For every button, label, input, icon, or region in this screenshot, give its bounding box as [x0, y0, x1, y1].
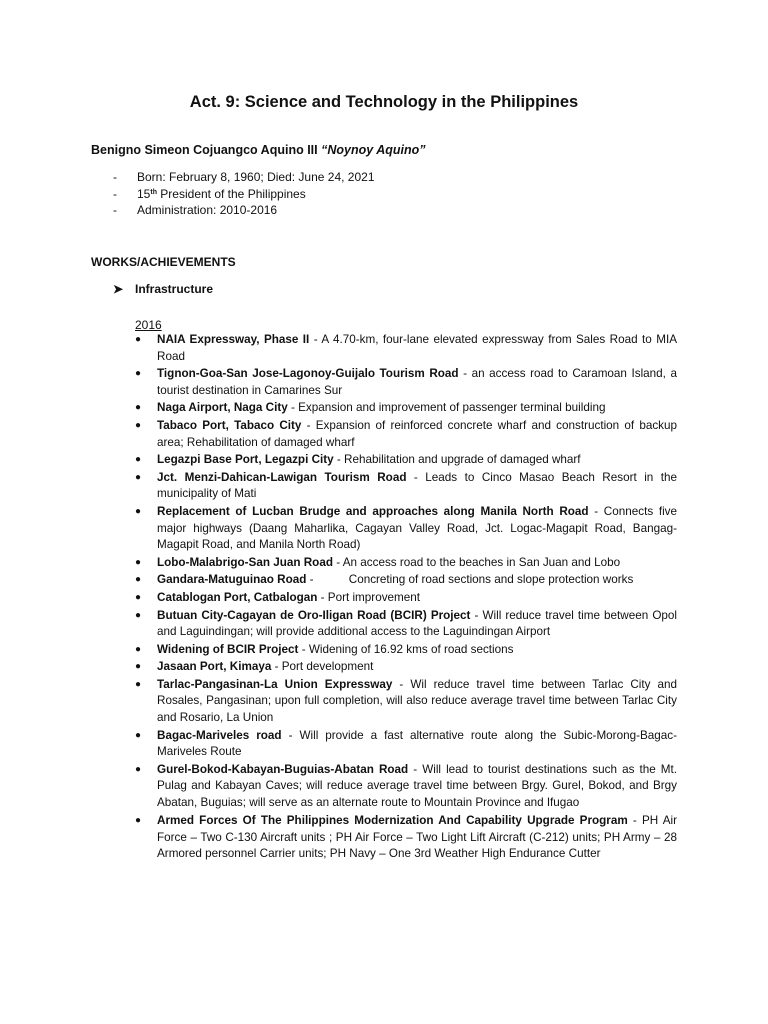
bullet-icon: ●: [135, 643, 142, 655]
project-name: Gurel-Bokod-Kabayan-Buguias-Abatan Road: [157, 762, 409, 776]
list-item-text: NAIA Expressway, Phase II - A 4.70-km, four-lane elevated expressway from Sales Road to MIA Road: [157, 333, 677, 363]
bullet-icon: ●: [135, 763, 142, 775]
project-description: Will provide a fast alternative route along the Subic-Morong-Bagac-Mariveles Route: [157, 728, 678, 759]
list-item-text: Tabaco Port, Tabaco City - Expansion of reinforced concrete wharf and construction of backup area; Rehabilitation of damaged wharf: [157, 418, 678, 449]
project-description: Concreting of road sections and slope protection works: [348, 573, 634, 587]
list-item: [135, 677, 677, 727]
bullet-icon: ●: [135, 419, 142, 431]
project-description: an access road to Caramoan Island, a tourist destination in Camarines Sur: [157, 367, 677, 397]
dash-marker: -: [113, 186, 117, 201]
project-name: Tarlac-Pangasinan-La Union Expressway: [157, 677, 393, 691]
list-item-text: Jasaan Port, Kimaya - Port development: [157, 660, 374, 674]
bullet-icon: ●: [135, 661, 142, 673]
list-item: [135, 572, 677, 589]
list-item: [135, 642, 677, 659]
list-item: [135, 659, 677, 676]
project-name: Tabaco Port, Tabaco City: [157, 418, 302, 432]
list-item: [135, 504, 677, 554]
list-item: [135, 555, 677, 572]
list-item-text: Gandara-Matuguinao Road - Concreting of road sections and slope protection works: [157, 573, 634, 587]
project-description: Port improvement: [327, 590, 421, 604]
bullet-icon: ●: [135, 368, 142, 380]
list-item-text: Widening of BCIR Project - Widening of 16.92 kms of road sections: [157, 642, 514, 656]
list-item: [135, 366, 677, 399]
project-description: Expansion of reinforced concrete wharf and construction of backup area; Rehabilitation of damaged wharf: [157, 418, 678, 449]
project-name: Lobo-Malabrigo-San Juan Road: [157, 555, 333, 569]
project-name: Gandara-Matuguinao Road: [157, 573, 307, 587]
page-title: Act. 9: Science and Technology in the Philippines: [189, 93, 579, 111]
list-item: [135, 608, 677, 641]
person-name: Benigno Simeon Cojuangco Aquino III: [91, 143, 318, 157]
list-item: [135, 470, 677, 503]
list-item-text: Tarlac-Pangasinan-La Union Expressway - Wil reduce travel time between Tarlac City and Rosales, Pangasinan; upon full completion, will also reduce average travel time between Tarlac City and Rosario, La Union: [157, 677, 677, 725]
project-name: Jasaan Port, Kimaya: [157, 660, 272, 674]
project-name: Jct. Menzi-Dahican-Lawigan Tourism Road: [157, 470, 407, 484]
list-item-text: Naga Airport, Naga City - Expansion and improvement of passenger terminal building: [157, 401, 606, 415]
biography-text: 15th President of the Philippines: [137, 186, 306, 201]
project-description: Will lead to tourist destinations such as the Mt. Pulag and Kabayan Caves; will reduce average travel time between Brgy. Gurel, Bokod, and Brgy Abatan, Buguias; will serve as an alternate route to Mountain Province and Ifugao: [157, 762, 678, 810]
project-description: Expansion and improvement of passenger terminal building: [298, 401, 606, 415]
year-label: 2016: [135, 318, 162, 332]
project-name: Bagac-Mariveles road: [157, 728, 282, 742]
subsection-heading: [113, 282, 213, 296]
bullet-icon: ●: [135, 815, 142, 826]
project-name: Replacement of Lucban Brudge and approaches along Manila North Road: [157, 504, 589, 518]
subsection-label: Infrastructure: [135, 282, 214, 296]
project-name: Catablogan Port, Catbalogan: [157, 590, 318, 604]
project-description: Connects five major highways (Daang Maharlika, Cagayan Valley Road, Jct. Logac-Magapit Road, Bangag-Magapit Road, and Manila North Road): [157, 504, 678, 552]
bullet-icon: ●: [135, 609, 142, 621]
project-list: [135, 332, 677, 813]
project-name: Butuan City-Cagayan de Oro-Iligan Road (BCIR) Project: [157, 608, 471, 622]
biography-list: [113, 169, 375, 219]
project-name: Armed Forces Of The Philippines Modernization And Capability Upgrade Program: [157, 814, 628, 827]
project-description: Will reduce travel time between Opol and Laguindingan; will provide additional access to the Laguindingan Airport: [157, 608, 678, 639]
list-item: [135, 400, 677, 417]
project-name: Legazpi Base Port, Legazpi City: [157, 453, 334, 467]
project-description: Widening of 16.92 kms of road sections: [308, 642, 514, 656]
project-description: Port development: [281, 660, 374, 674]
person-nickname: “Noynoy Aquino”: [321, 143, 426, 157]
biography-item: [113, 169, 375, 186]
bullet-icon: ●: [135, 402, 142, 414]
project-name: NAIA Expressway, Phase II: [157, 333, 310, 346]
list-item-text: Gurel-Bokod-Kabayan-Buguias-Abatan Road - Will lead to tourist destinations such as the Mt. Pulag and Kabayan Caves; will reduce average travel time between Brgy. Gurel, Bokod, and Brgy Abatan, Buguias; will serve as an alternate route to Mountain Province and Ifugao: [157, 762, 678, 810]
biography-text: Born: February 8, 1960; Died: June 24, 2021: [137, 170, 375, 184]
bullet-icon: ●: [135, 574, 142, 586]
list-item: [135, 590, 677, 607]
section-heading: WORKS/ACHIEVEMENTS: [91, 255, 236, 269]
bullet-icon: ●: [135, 729, 142, 741]
project-name: Naga Airport, Naga City: [157, 401, 288, 415]
bullet-icon: ●: [135, 556, 142, 568]
bullet-icon: ●: [135, 454, 142, 466]
list-item: [135, 813, 677, 863]
list-item-text: Catablogan Port, Catbalogan - Port improvement: [157, 590, 421, 604]
list-item: [135, 762, 677, 812]
project-name: Tignon-Goa-San Jose-Lagonoy-Guijalo Tourism Road: [157, 367, 459, 381]
biography-item: [113, 202, 375, 219]
list-item-text: Tignon-Goa-San Jose-Lagonoy-Guijalo Tourism Road - an access road to Caramoan Island, a tourist destination in Camarines Sur: [157, 367, 677, 397]
bullet-icon: ●: [135, 591, 142, 603]
project-name: Widening of BCIR Project: [157, 642, 299, 656]
list-item-text: Armed Forces Of The Philippines Modernization And Capability Upgrade Program - PH Air Force – Two C-130 Aircraft units ; PH Air Force – Two Light Lift Aircraft (C-212) units; PH Army – 28 Armored personnel Carrier units; PH Navy – One 3rd Weather High Endurance Cutter: [157, 814, 677, 861]
biography-text: Administration: 2010-2016: [137, 203, 278, 217]
arrow-bullet-icon: ➤: [113, 282, 124, 296]
list-item: [135, 728, 677, 761]
project-description: A 4.70-km, four-lane elevated expressway from Sales Road to MIA Road: [157, 333, 677, 363]
project-description: Wil reduce travel time between Tarlac City and Rosales, Pangasinan; upon full completion, will also reduce average travel time between Tarlac City and Rosario, La Union: [157, 677, 677, 725]
bullet-icon: ●: [135, 471, 142, 483]
project-description: PH Air Force – Two C-130 Aircraft units ; PH Air Force – Two Light Lift Aircraft (C-212) units; PH Army – 28 Armored personnel Carrier units; PH Navy – One 3rd Weather High Endurance Cutter: [157, 814, 677, 861]
armed-forces-list: [135, 813, 677, 863]
list-item-text: Lobo-Malabrigo-San Juan Road - An access road to the beaches in San Juan and Lobo: [157, 555, 621, 569]
person-heading: [91, 143, 426, 157]
biography-item: [113, 186, 375, 203]
dash-marker: -: [113, 203, 117, 217]
list-item: [135, 452, 677, 469]
bullet-icon: ●: [135, 505, 142, 517]
project-description: Rehabilitation and upgrade of damaged wharf: [344, 453, 581, 467]
project-description: Leads to Cinco Masao Beach Resort in the municipality of Mati: [157, 470, 677, 501]
list-item-text: Bagac-Mariveles road - Will provide a fast alternative route along the Subic-Morong-Bagac-Mariveles Route: [157, 728, 678, 759]
bullet-icon: ●: [135, 334, 142, 345]
project-description: An access road to the beaches in San Juan and Lobo: [342, 555, 621, 569]
list-item: [135, 418, 677, 451]
list-item-text: Butuan City-Cagayan de Oro-Iligan Road (BCIR) Project - Will reduce travel time between Opol and Laguindingan; will provide additional access to the Laguindingan Airport: [157, 608, 678, 639]
list-item-text: Replacement of Lucban Brudge and approaches along Manila North Road - Connects five major highways (Daang Maharlika, Cagayan Valley Road, Jct. Logac-Magapit Road, Bangag-Magapit Road, and Manila North Road): [157, 504, 678, 552]
list-item-text: Legazpi Base Port, Legazpi City - Rehabilitation and upgrade of damaged wharf: [157, 453, 581, 467]
bullet-icon: ●: [135, 678, 142, 690]
dash-marker: -: [113, 170, 117, 184]
list-item-text: Jct. Menzi-Dahican-Lawigan Tourism Road - Leads to Cinco Masao Beach Resort in the municipality of Mati: [157, 470, 677, 501]
list-item: [135, 332, 677, 365]
